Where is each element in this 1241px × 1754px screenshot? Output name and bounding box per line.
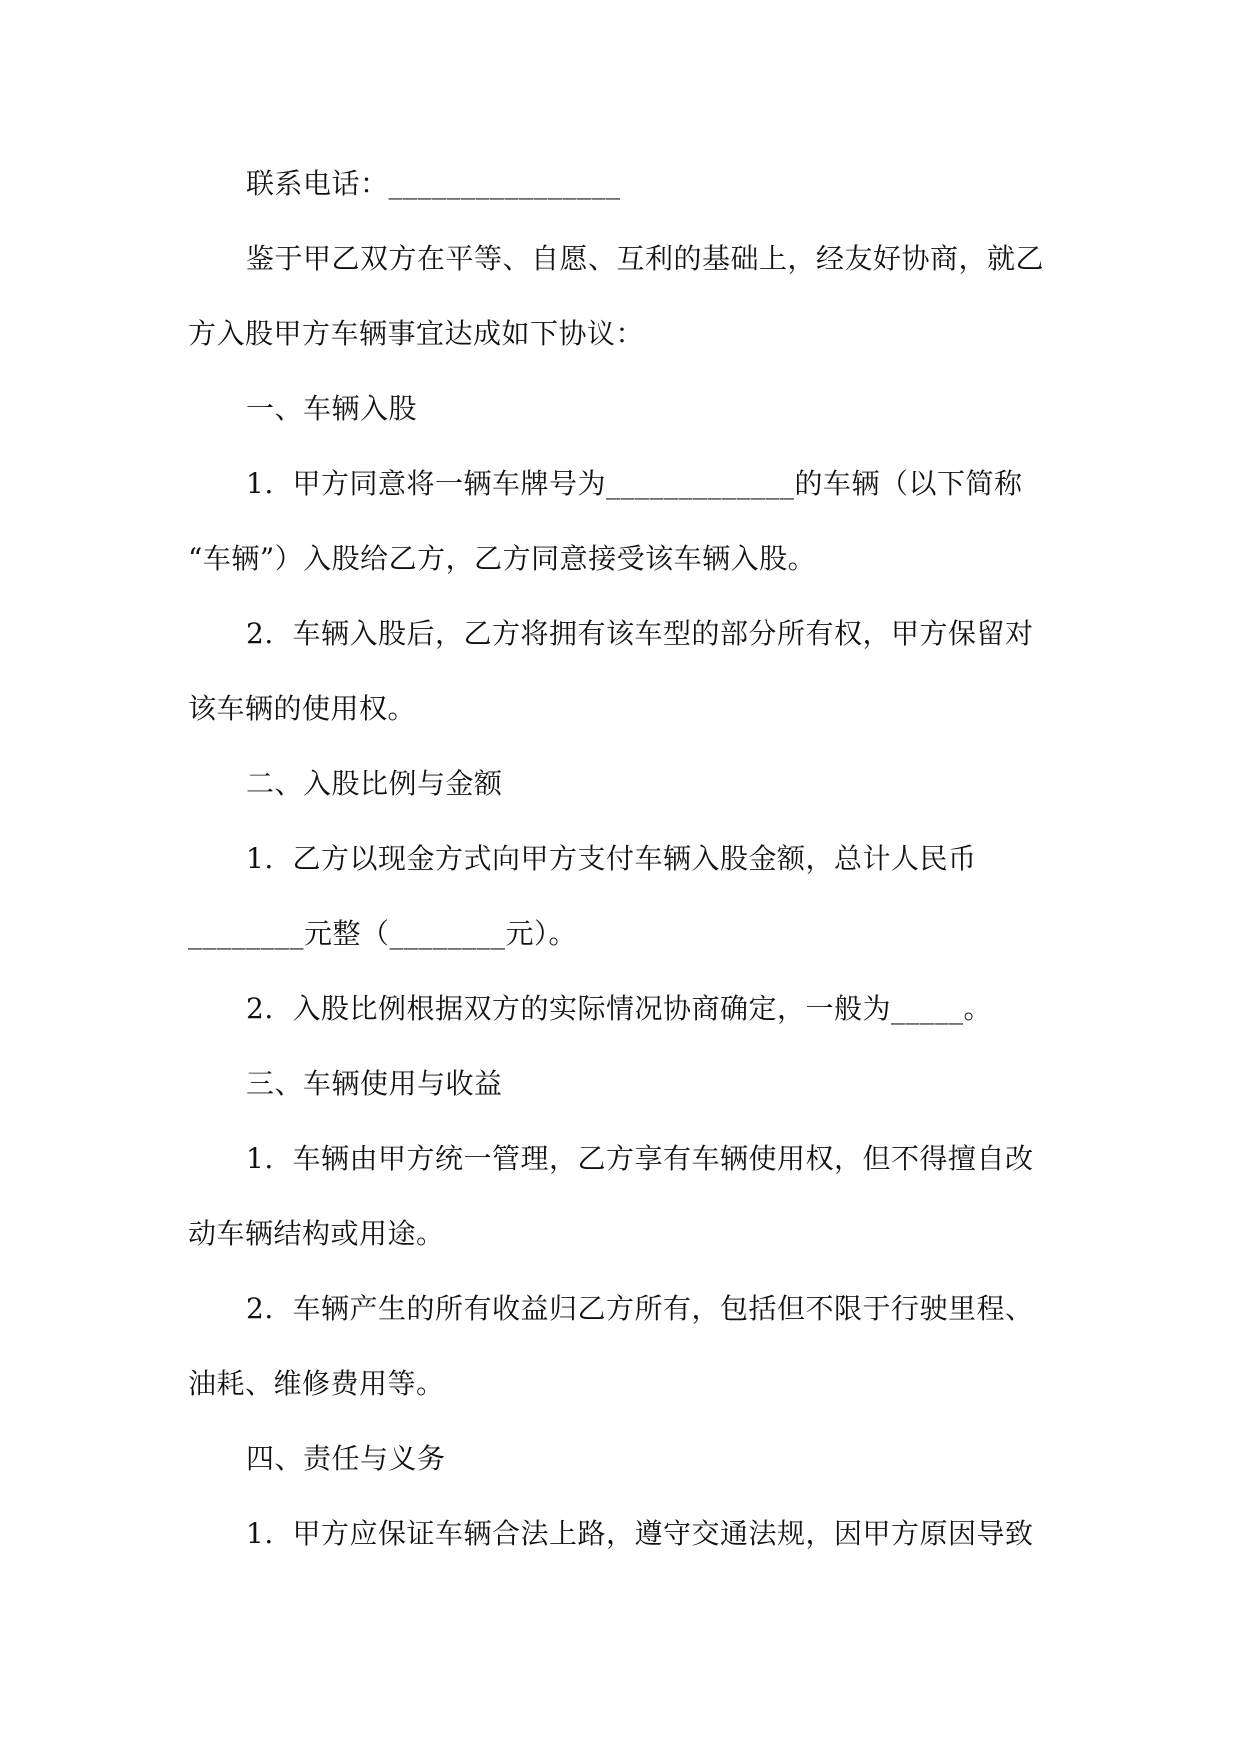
clause-2-1-line-1: 1. 乙方以现金方式向甲方支付车辆入股金额，总计人民币 [246,842,977,875]
section-heading-usage-income: 三、车辆使用与收益 [246,1067,503,1100]
clause-3-1-line-2: 动车辆结构或用途。 [188,1217,445,1250]
clause-4-1-line-1: 1. 甲方应保证车辆合法上路，遵守交通法规，因甲方原因导致 [246,1517,1034,1550]
clause-1-1-line-1: 1. 甲方同意将一辆车牌号为_____________的车辆（以下简称 [246,467,1023,500]
clause-1-2-line-1: 2. 车辆入股后，乙方将拥有该车型的部分所有权，甲方保留对 [246,617,1034,650]
clause-1-2-line-2: 该车辆的使用权。 [188,692,417,725]
preamble-line-2: 方入股甲方车辆事宜达成如下协议： [188,317,645,350]
clause-2-1-line-2: ________元整（________元）。 [188,917,578,950]
section-heading-share-ratio: 二、入股比例与金额 [246,767,503,800]
clause-3-1-line-1: 1. 车辆由甲方统一管理，乙方享有车辆使用权，但不得擅自改 [246,1142,1034,1175]
clause-3-2-line-1: 2. 车辆产生的所有收益归乙方所有，包括但不限于行驶里程、 [246,1292,1034,1325]
clause-1-1-line-2: “车辆”）入股给乙方，乙方同意接受该车辆入股。 [188,542,817,575]
clause-2-2: 2. 入股比例根据双方的实际情况协商确定，一般为_____。 [246,992,993,1025]
clause-3-2-line-2: 油耗、维修费用等。 [188,1367,445,1400]
preamble-line-1: 鉴于甲乙双方在平等、自愿、互利的基础上，经友好协商，就乙 [246,242,1045,275]
section-heading-duties: 四、责任与义务 [246,1442,446,1475]
section-heading-vehicle-share: 一、车辆入股 [246,392,418,425]
contact-phone-line: 联系电话：________________ [246,167,621,200]
document-body [188,146,1056,1571]
